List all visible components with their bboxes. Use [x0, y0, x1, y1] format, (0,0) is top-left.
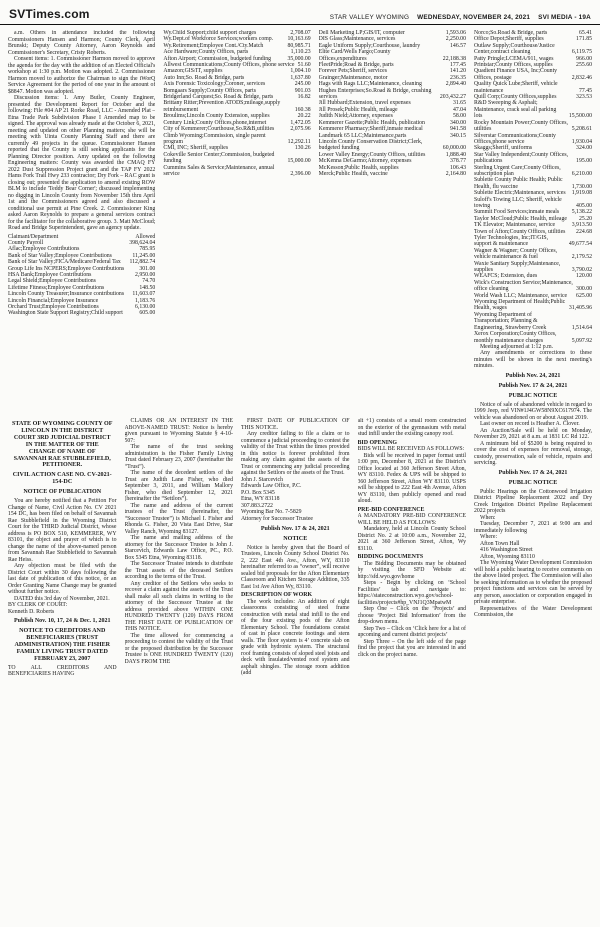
school-paragraph-3: alt +1) consists of a small room constructed on the exterior of the gymnasium with metal stud infill under the existing canopy roof. — [357, 418, 466, 437]
vendor-amount: 160.38 — [294, 106, 311, 113]
claim-amount: 785.95 — [139, 246, 156, 253]
vendor-row — [474, 312, 592, 331]
allowed-column-label: Allowed — [135, 233, 156, 240]
claim-amount: 74.70 — [142, 278, 156, 285]
vendor-amount: 12,292.11 — [287, 138, 311, 145]
namechange-court-heading: STATE OF WYOMING COUNTY OF LINCOLN IN THE DISTRICT COURT 3RD JUDICIAL DISTRICT IN THE MATTER OF THE CHANGE OF NAME OF SAVANNAH RAE STUBBLEFIELD, PETITIONER. — [12, 421, 113, 469]
notice-paragraph: Notice of sale of abandoned vehicle in regard to 1999 Jeep, red VIN#1J4GW58N9XC617974. The vehicle was abandoned on or about August 2019. — [474, 401, 592, 421]
vendor-name: Merck;Public Health, vaccine — [318, 170, 388, 177]
vendor-amount: 47.04 — [452, 106, 466, 113]
vendor-name: Broulims;Lincoln County Extension, supplies — [163, 113, 270, 120]
vendor-row — [474, 43, 592, 56]
vendor-name: Quality Quick Lube;Sheriff, vehicle maintenance — [474, 81, 558, 94]
vendor-name: Lincoln County Conservation District;Clerk, budgeted funding — [318, 138, 423, 152]
vendor-name: Forever Pets;Sheriff, services — [318, 68, 387, 75]
vendor-amount: 65.41 — [578, 30, 592, 36]
vendor-amount: 2,894.40 — [445, 81, 466, 88]
vendor-name: Quadient Finance USA, Inc;County Offices, postage — [474, 68, 558, 81]
vendor-name: Amazon;GIS/IT, supplies — [163, 68, 223, 75]
page-body — [0, 25, 600, 920]
notice-paragraph: Last owner on record is Heather A. Clover. — [480, 421, 580, 428]
claims-list — [8, 240, 155, 317]
vendor-name: Office Depot;Sheriff, supplies — [474, 36, 544, 43]
vendor-amount: 1,110.23 — [290, 49, 311, 56]
prebid-heading: PRE-BID CONFERENCE — [357, 506, 425, 513]
claim-amount: 605.00 — [139, 310, 156, 317]
notice-paragraph: Afton, Wyoming 83110 — [480, 553, 535, 560]
vendor-amount: 5,208.61 — [571, 126, 592, 133]
minutes-paragraph: Consent items: 1. Commissioner Harmon moved to approve the agenda for the day with the addition of an Elected Official's workshop at 1:30 p.m. Motion was adopted. 2. Commissioner Harmon moved to authorize the Chairman to sign the iWorQ Service Agreement for the period of one year in the amount of $8847. Motion was adopted. — [8, 56, 156, 95]
vendor-amount: 77.45 — [578, 87, 592, 94]
vendor-amount: 2,396.00 — [290, 170, 311, 177]
vendor-name: WEAFCS; Extension, dues — [474, 273, 538, 280]
vendor-name: Waxie Sanitary Supply;Maintenance, supplies — [474, 260, 561, 274]
vendor-name: McKesson;Public Health, supplies — [318, 164, 399, 171]
signature-line: Attorney for Successor Trustee — [241, 516, 313, 523]
vendor-amount: 224.68 — [576, 228, 592, 235]
hearing-notice-heading: PUBLIC NOTICE — [508, 479, 558, 486]
notice-paragraph: CLAIMS OR AN INTEREST IN THE ABOVE-NAMED TRUST: Notice is hereby given pursuant to Wyoming Statute § 4-10-507: — [124, 418, 233, 444]
vendor-row — [163, 165, 310, 178]
bidding-documents-heading: BIDDING DOCUMENTS — [357, 554, 424, 561]
vendor-amount: 22,188.38 — [442, 55, 466, 62]
closing-paragraph: Meeting adjourned at 1:12 p.m. — [480, 343, 554, 350]
dateline-location: STAR VALLEY WYOMING — [329, 14, 410, 21]
vendor-name: McKenna DeGarmo;Attorney, expenses — [318, 158, 412, 165]
vendor-name: Wagner & Wagner; County Offices, vehicle maintenance & fuel — [474, 247, 558, 261]
step-one-paragraph: Step One – Click on the ‘Projects’ and choose ‘Project Bid Information’ from the drop-down menu. — [357, 606, 466, 626]
vendor-name: Afton Airport; Commission, budgeted funding — [163, 55, 272, 62]
vendor-amount: 340.00 — [450, 119, 466, 126]
vendor-amount: 10,163.69 — [287, 36, 311, 43]
vendor-row — [474, 177, 592, 190]
school-paragraph-2: The work includes: An addition of eight classrooms consisting of steel frame construction with metal stud infill to the end of the four existing pods of the Afton Elementary School. The foundations consist of cast in place concrete footings and stem walls. The floor system is 4’ concrete slab on grade with hydronic system. The structural roof framing consists of sloped steel joists and deck with insulated/vented roof system and asphalt shingles. The storage room addition (add — [241, 598, 350, 677]
claim-amount: 398,624.04 — [129, 239, 156, 246]
vendor-amount: 2,832.46 — [571, 74, 592, 81]
minutes-paragraph: a.m. Others in attendance included the following Commissioners Hansen and Harmon; County Clerk, April Brunski; Deputy County Attorney, Aaron Reynolds and Commissioner's Secretary, Cristy Roberts. — [8, 30, 156, 56]
vendor-amount: 6,119.75 — [571, 49, 592, 56]
vendor-name: TK Elevator; Maintenance, service — [474, 222, 556, 229]
hearing-notice-body — [474, 489, 592, 619]
steps-paragraph: Steps - Begin by clicking on ‘School Facilities’ tab and navigate to: https://stateconstruction.wyo.gov/school-facilities/projects#hp_VNJ1Q3MpatwM — [357, 580, 466, 606]
notice-paragraph: Where: — [480, 534, 498, 541]
vendor-row — [474, 68, 592, 81]
notice-paragraph: The name and mailing address of the attorney for the Successor Trustee is John J. Starcevich, Edwards Law Office, PC., P.O. Box 5345 Etna, Wyoming 83118. — [124, 535, 233, 561]
vendor-list-2 — [319, 30, 466, 177]
notice-column-1 — [8, 418, 117, 914]
vendor-row — [319, 139, 466, 152]
vendor-name: Elite Card/Wells Fargo;County Offices,expenditures — [318, 49, 391, 62]
claim-name: Group Life Ins NCPERS;Employee Contributions — [8, 265, 125, 272]
notice-paragraph: You are hereby notified that a Petition For Change of Name, Civil Action No. CV 2021 154 DC, has been filed on behalf of Savannah Rae Stubblefield in the Wyoming District Court for the THIRD Judicial District, whose address is PO BOX 510, KEMMERER, WY 83101, the object and prayer of which is to change the name of the above-named person from Savannah Rae Stubblefield to Savannah Rae Heiss. — [8, 498, 117, 563]
claim-name: Bank of Star Valley;Employee Contributions — [8, 252, 112, 259]
vendor-name: Kemmerer Gazette;Public Health, publication — [318, 119, 425, 126]
vendor-amount: 1,472.05 — [290, 119, 311, 126]
vendor-name: Wy.Dept.of Workforce Services;workers comp. — [163, 36, 274, 43]
vendor-name: Wy.Child Support;child support charges — [163, 30, 257, 36]
vendor-name: City of Kemmerer;Courthouse,So.R&B,utilities — [163, 126, 275, 133]
vendor-row — [319, 171, 466, 177]
bidding-documents-paragraph: The Bidding Documents may be obtained by visiting the SFD Website at: http://sfd.wyo.gov/home — [357, 560, 466, 580]
vendor-amount: 1,637.80 — [290, 74, 311, 81]
signature-line: P.O. Box 5345 — [241, 489, 275, 496]
vendor-name: R&D Sweeping & Asphalt; Maintenance, crack seal all parking lots — [474, 100, 557, 120]
vendor-name: Ace Hardware;County Offices, parts — [163, 49, 249, 56]
notice-paragraph: A minimum bid of $5200 is being required to cover the cost of expenses for removal, storage, custody, preservation, sale of vehicle, repairs and servicing. — [474, 440, 592, 467]
claim-name: Legal Shield;Employee Contributions — [8, 278, 96, 285]
vendor-amount: 2,075.96 — [290, 126, 311, 133]
vehicle-publish-line: Publish Nov. 17 & 24, 2021 — [498, 469, 568, 476]
vendor-amount: 3,913.50 — [571, 222, 592, 229]
notice-paragraph: The time allowed for commencing a proceeding to contest the validity of the Trust or the proposed distribution by the Successor Trustee is ONE HUNDRED TWENTY (120) DAYS FROM THE — [124, 632, 233, 665]
vendor-amount: 49,677.54 — [568, 241, 592, 248]
vendor-list-1 — [163, 30, 310, 177]
notice-paragraph: Public Hearings on the Cottonwood Irrigation District Pipeline Replacement 2022 and Dry Creek Irrigation District Pipeline Replacement 2022 projects — [474, 488, 592, 515]
vehicle-notice-body — [474, 402, 592, 467]
vendor-amount: 5,138.22 — [571, 209, 592, 216]
vendor-amount: 901.03 — [294, 87, 311, 94]
vendor-name: Dell Marketing LP;GIS/IT, computer — [318, 30, 405, 36]
vendor-name: Skaggs;Sheriff, uniforms — [474, 145, 533, 152]
vendor-amount: 15,000.00 — [287, 158, 311, 165]
vendor-amount: 177.45 — [450, 62, 466, 69]
step-two-paragraph: Step Two – Click on ‘Click here for a list of upcoming and current district projects’ — [357, 625, 466, 639]
notice-paragraph: FIRST DATE OF PUBLICATION OF THIS NOTICE. — [241, 418, 350, 431]
vendor-name: Allwest Communications;County Offices, phone service — [163, 62, 295, 69]
vendor-name: Cummins Sales & Service;Maintenance, annual service — [163, 164, 275, 177]
vendor-name: Landmark 65 LLC;Maintenance,parts — [318, 132, 407, 139]
vendor-row — [474, 331, 592, 344]
prebid-line: A MANDATORY PRE-BID CONFERENCE WILL BE HELD AS FOLLOWS: — [357, 513, 466, 526]
signature-line: 307.883.2722 — [241, 502, 273, 509]
vendor-amount: 141.20 — [450, 68, 466, 75]
vendor-amount: 1,730.00 — [571, 183, 592, 190]
vendor-amount: 3,790.02 — [571, 267, 592, 274]
page-header — [0, 0, 600, 25]
vendor-name: Climb Wyoming;Commission, single parent program — [163, 132, 266, 145]
claim-name: Lincoln County Treasurer;Insurance contributions — [8, 291, 125, 298]
vendor-row — [474, 248, 592, 261]
claim-name: Lincoln Financial;Employee Insurance — [8, 297, 99, 304]
vendor-amount: 1,930.04 — [571, 138, 592, 145]
minutes-section — [8, 30, 466, 415]
vendor-amount: 2,250.00 — [445, 36, 466, 43]
claim-amount: 11,245.00 — [132, 252, 156, 259]
notice-column-3 — [241, 418, 350, 914]
notice-paragraph: Any objection must be filed with the District Court within 30 days following the last date of publication of this notice, or an Order Granting Name Change may be granted without further notice. — [8, 563, 117, 596]
bid-details-paragraph: Bids will be received in paper format until 1:00 pm, December 8, 2021 at the District's Office located at 360 Jefferson Street Afton, WY 83110. Fedex & UPS will be shipped to 360 Jefferson Street, Afton WY 83110. USPS will be shipped to 222 East 4th Avenue, Afton WY 83110, then publicly opened and read aloud. — [357, 452, 466, 505]
vendor-list-3 — [474, 30, 592, 344]
vendor-row — [163, 152, 310, 165]
vendor-amount: 245.00 — [294, 81, 311, 88]
masthead-title: SVTimes.com — [9, 7, 90, 21]
vendor-amount: 941.58 — [450, 126, 466, 133]
minutes-closing-lines — [474, 344, 592, 370]
namechange-clerk-name: Kenneth D. Roberts — [8, 608, 55, 615]
vendor-name: Taylor McCloud;Public Health, mileage — [474, 215, 567, 222]
vendor-amount: 60,000.00 — [442, 145, 466, 152]
vendor-amount: 16.82 — [297, 94, 311, 101]
namechange-clerk-label: BY CLERK OF COURT: — [8, 602, 68, 609]
vendor-amount: 51.60 — [297, 62, 311, 69]
vendor-amount: 20.22 — [297, 113, 311, 120]
vendor-name: CMI, INC; Sheriff, supplies — [163, 145, 229, 152]
vendor-name: Tyler Technologies, Inc;IT/GIS, support & maintenance — [474, 235, 549, 248]
vendor-name: Sublette Electric;Maintenance, services — [474, 190, 566, 197]
claim-amount: 148.50 — [139, 284, 156, 291]
vendor-amount: 35,000.00 — [287, 55, 311, 62]
claim-amount: 2,950.00 — [135, 271, 156, 278]
vendor-name: Bridgerland Carquest;So. Road & Bridge, parts — [163, 94, 274, 101]
vendor-name: Wick's Construction Service;Maintenance, office cleaning — [474, 279, 573, 293]
vendor-row — [474, 152, 592, 165]
vendor-row — [474, 81, 592, 94]
vendor-amount: 171.85 — [576, 36, 592, 43]
vendor-name: Outlaw Supply;Courthouse/Justice Center,contract cleaning — [474, 42, 555, 56]
dateline-date: WEDNESDAY, NOVEMBER 24, 2021 — [417, 14, 531, 21]
namechange-case-number: CIVIL ACTION CASE NO. CV-2021-154-DC — [12, 472, 112, 486]
vendor-amount: 236.35 — [450, 74, 466, 81]
claim-amount: 11,603.07 — [132, 291, 156, 298]
vendor-amount: 966.00 — [576, 55, 592, 62]
vendor-name: Summit Food Services;inmate meals — [474, 209, 560, 216]
vendor-name: Jill Hubbard;Extension, travel expenses — [318, 100, 411, 107]
bids-received-line: BIDS WILL BE RECEIVED AS FOLLOWS: — [357, 446, 465, 453]
vendor-name: FleetPride;Road & Bridge, parts — [318, 62, 394, 69]
claim-name: Bank of Star Valley;FICA/Medicare/Federal Tax — [8, 259, 121, 266]
vendor-amount: 195.00 — [576, 158, 592, 165]
vendor-amount: 106.43 — [450, 164, 466, 171]
prebid-details: Mandatory, held at Lincoln County School District No. 2 at 10:00 a.m., November 22, 2021 at 360 Jefferson Street, Afton, Wy 83110. — [357, 526, 466, 552]
vendor-amount: 323.53 — [576, 94, 592, 101]
vendor-name: Auto Inn;So. Road & Bridge, parts — [163, 74, 245, 81]
vendor-amount: 2,179.52 — [571, 254, 592, 261]
claims-column-label: Claimant/Department — [8, 233, 59, 240]
school-description-heading: DESCRIPTION OF WORK — [241, 592, 313, 599]
vendor-name: Lower Valley Energy;County Offices, utilities — [318, 151, 426, 158]
vehicle-notice-heading: PUBLIC NOTICE — [508, 392, 558, 399]
vendor-amount: 2,164.80 — [445, 170, 466, 177]
vendor-amount: 340.15 — [450, 132, 466, 139]
vendor-name: Suloff's Towing LLC; Sheriff, vehicle towing — [474, 196, 562, 209]
vendor-amount: 80,985.71 — [287, 42, 311, 49]
vendor-name: Jill Prosek;Public Health, mileage — [318, 106, 398, 113]
vendor-name: Printstar;County Offices, supplies — [474, 62, 553, 69]
notice-paragraph: Tuesday, December 7, 2021 at 9:00 am and immediately following — [474, 521, 592, 534]
rail-publish-line: Publish Nov. 17 & 24, 2021 — [498, 382, 568, 389]
vendor-amount: 324.00 — [576, 145, 592, 152]
claim-name: Lifetime Fitness;Employee Contributions — [8, 284, 105, 291]
step-three-paragraph: Step Three – On the left side of the page find the project that you are interested in and click on the project name. — [357, 638, 466, 658]
vendor-row — [474, 165, 592, 178]
vendor-amount: 2,708.07 — [290, 30, 311, 36]
vendor-name: Sublette County Public Health; Public Health, flu vaccine — [474, 177, 563, 190]
vendor-amount: 58.00 — [452, 113, 466, 120]
notice-paragraph: The Wyoming Water Development Commission will hold a public hearing to receive comments on the above listed project. The Commission will also be seeking information as to whether the proposed project functions and services can be served by any person, association or corporation engaged in private enterprise. — [474, 560, 592, 606]
claim-name: Orchard Trust;Employee Contributions — [8, 303, 99, 310]
vendor-amount: 31.65 — [452, 100, 466, 107]
namechange-publish-line: Publish Nov. 10, 17, 24 & Dec. 1, 2021 — [13, 618, 111, 625]
notice-paragraph: Representatives of the Water Development Commission, the — [474, 605, 592, 619]
vendor-amount: 405.00 — [576, 202, 592, 209]
vendor-amount: 300.00 — [576, 286, 592, 293]
notice-paragraph: The name of the trust seeking administration is the Fisher Family Living Trust dated February 23, 2007 (hereinafter the “Trust”). — [124, 444, 233, 470]
vendor-row — [474, 280, 592, 293]
vendor-amount: 1,593.06 — [445, 30, 466, 36]
signature-line: John J. Starcevich — [241, 476, 284, 483]
vendor-amount: 15,500.00 — [568, 113, 592, 120]
vendor-name: Star Valley Independent;County Offices, publications — [474, 151, 569, 165]
dateline-page-number: SVI MEDIA - 19A — [538, 14, 591, 21]
vendor-name: Rocky Mountain Power;County Offices, utilities — [474, 119, 568, 133]
vendor-row — [474, 197, 592, 210]
notice-paragraph: The name and address of the current trustees of the Trust (hereinafter, the “Successor Trustee”) is Michael I. Fisher and Rhonda G. Fisher, 20 Vista East Drive, Star Valley Ranch, Wyoming 83127. — [124, 502, 233, 535]
claim-amount: 6,130.00 — [135, 303, 156, 310]
vendor-name: Eagle Uniform Supply;Courthouse, laundry — [318, 42, 421, 49]
vendor-row — [163, 100, 310, 113]
claim-amount: 301.00 — [139, 265, 156, 272]
trust-notice-heading: NOTICE TO CREDITORS AND BENEFICIARIES (TRUST ADMINISTRATION) THE FISHER FAMILY LIVING TRUST DATED FEBRUARY 23, 2007 — [14, 628, 111, 662]
vendor-name: Wyoming Department of Health;Public Health, wages — [474, 299, 566, 312]
right-rail-column — [474, 30, 592, 914]
trust-continuation — [241, 418, 350, 477]
vendor-name: Quill Corp;County Offices,supplies — [474, 94, 557, 101]
vendor-name: Bomgaars Supply;County Offices, parts — [163, 87, 256, 94]
notice-paragraph: The name of the decedent settlors of the Trust are Judith Lane Fisher, who died September 3, 2011, and William Mallory Fisher, who died September 12, 2021 (hereinafter the “Settlors”). — [124, 470, 233, 502]
vendor-amount: 5,097.92 — [571, 337, 592, 344]
namechange-body — [8, 498, 117, 602]
minutes-publish-line: Publish Nov. 24, 2021 — [505, 372, 561, 379]
dateline — [330, 14, 591, 21]
vendor-amount: 146.57 — [450, 42, 466, 49]
vendor-row — [319, 88, 466, 101]
vendor-name: Wy.Retirement;Employee Cont./Cty.Match — [163, 42, 264, 49]
namechange-title: NOTICE OF PUBLICATION — [23, 489, 102, 496]
vendor-name: Hags with Rags LLC;Maintenance, cleaning — [318, 81, 422, 88]
vendor-name: DIS Glass;Maintenance, services — [318, 36, 396, 43]
vendor-row — [474, 120, 592, 133]
vendor-row — [474, 261, 592, 274]
vendor-name: Axis Forensic Toxicology;Coroner, services — [163, 81, 266, 88]
vendor-amount: 203,432.27 — [439, 94, 466, 101]
vendor-name: Hughes Enterprises;So.Road & Bridge, crushing services — [318, 87, 432, 101]
notice-paragraph: An Auction/Sale will be held on Monday, November 29, 2021 at 8 a.m. at 1831 LC Rd 122. — [474, 427, 592, 441]
vendor-row — [319, 49, 466, 62]
vendor-column-1 — [163, 30, 310, 415]
trust-intro: TO ALL CREDITORS AND BENEFICIARIES HAVING — [8, 664, 117, 678]
notice-paragraph: Any creditor failing to file a claim or to commence a judicial proceeding to contest the validity of the Trust within the times provided in this notice is forever prohibited from making any claim against the assets of the Trust or commencing any judicial proceeding against the Settlors or the assets of the Trust. — [241, 431, 350, 476]
vendor-name: World Wash LLC; Maintenance, service — [474, 292, 568, 299]
vendor-name: Xerox Corporation;County Offices, monthly maintenance charges — [474, 331, 557, 344]
vendor-name: Grainger;Maintenance, motor — [318, 74, 388, 81]
claim-name: Aflac;Employee Contributions — [8, 246, 80, 253]
signature-line: Wyoming Bar No. 7-5829 — [241, 509, 302, 516]
closing-paragraph: Any amendments or corrections to these minutes will be shown in the next meeting's minutes. — [474, 350, 592, 370]
notice-paragraph: DATED this 3rd day of November, 2021. — [14, 595, 110, 602]
vendor-amount: 130.26 — [294, 145, 311, 152]
claim-name: Washington State Support Registry;Child support — [8, 310, 123, 317]
notice-column-4 — [358, 418, 467, 914]
school-paragraph-1: Notice is hereby given that the Board of Trustees, Lincoln County School District No. 2, 222 East 4th Ave., Afton, WY, 83110 hereinafter referred to as “owner”, will receive sealed bid proposals for the Afton Elementary Classroom and Kitchen Storage Addition, 335 East 1st Ave Afton Wy, 83110. — [241, 544, 350, 590]
signature-line: Edwards Law Office, P.C. — [241, 483, 302, 490]
minutes-narrative-column — [8, 30, 155, 415]
claim-amount: 112,882.74 — [129, 259, 156, 266]
main-columns — [8, 30, 466, 914]
vendor-row — [474, 100, 592, 119]
vendor-name: Silverstar Communications;County Offices,phone service — [474, 132, 556, 145]
notice-paragraph: Any creditor of the Settlors who seeks to recover a claim against the assets of the Trust shall make all such claims in writing to the attorney of the Successor Trustee at the address provided above WITHIN ONE HUNDRED TWENTY (120) DAYS FROM THE FIRST DATE OF PUBLICATION OF THIS NOTICE. — [124, 580, 233, 632]
notice-paragraph: When: — [480, 514, 496, 521]
claim-name: County Payroll — [8, 239, 44, 246]
claim-amount: 1,183.76 — [135, 297, 156, 304]
vendor-amount: 1,514.64 — [571, 324, 592, 331]
claim-name: HSA Bank;Employee Contributions — [8, 271, 92, 278]
minutes-paragraph-list — [8, 30, 155, 232]
claim-row — [8, 310, 155, 316]
vendor-amount: 6,210.00 — [571, 170, 592, 177]
vendor-amount: 25.20 — [578, 215, 592, 222]
vendor-amount: 1,888.40 — [445, 151, 466, 158]
signature-line: Etna, WY 83118 — [241, 496, 280, 503]
vendor-name: Patty Pringle;LCEMA/911, wages — [474, 55, 554, 62]
vendor-name: Brittany Ritter;Prevention ATODS;mileage,supply reimbursement — [163, 100, 281, 113]
legal-notices-section — [8, 418, 466, 914]
vendor-row — [474, 133, 592, 146]
vendor-column-2 — [319, 30, 466, 415]
vendor-amount: 31,405.96 — [568, 305, 592, 312]
notice-paragraph: 416 Washington Street — [480, 547, 533, 554]
notice-paragraph: Afton Town Hall — [480, 540, 520, 547]
vendor-name: Judith Nield;Attorney, expenses — [318, 113, 393, 120]
trust-body — [125, 418, 234, 665]
vendor-name: Cokeville Senior Center;Commission, budgeted funding — [163, 151, 275, 165]
vendor-amount: 1,004.10 — [290, 68, 311, 75]
vendor-row — [163, 133, 310, 146]
trust-signature-block — [241, 477, 350, 523]
notice-paragraph: The Successor Trustee intends to distribute the Trust assets of the deceased Settlors according to the terms of the Trust. — [124, 561, 233, 580]
vendor-amount: 255.60 — [576, 62, 592, 69]
vendor-amount: 120.00 — [576, 273, 592, 280]
vendor-name: Wyoming Department of Transportation; Planning & Engineering, Strawberry Creek — [474, 311, 547, 331]
school-notice-heading: NOTICE — [283, 535, 308, 542]
vendor-name: Town of Afton;County Offices, utilities — [474, 228, 566, 235]
vendor-name: Century Link;County Offices,phone,internet — [163, 119, 267, 126]
minutes-paragraph: Discussion items: 1. Amy Butler, County Engineer, presented the Development Report for October and the following: File #04 AP 21 Rorke Road, LLC - Amended Plat – Etna Trade Park Subdivision Phase I Amended map to be signed. The approval was already made at the October 6, 2021, meeting and updated on other Planning matters; she will be meeting with Uinta County Planning Staff and there are currently 49 projects in the queue. Commissioner Hansen reported that the County is still seeking applicants for the Planning Director position. Amy updated on the following Engineering matters: County was awarded the CMAQ FY 2022 Dust Suppression Project grant and the TAP FY 2022 Hams Fork Trail Hwy 233 contractor; Dry Fork – RAC grant is closing out; presented the application to amend existing ROW BLM to include 'Teddy Bear Corner'; discussed implementing no digging in Lincoln County from November 15th thru April 1st and the Commissioners agreed and also discussed a conditional use permit at Pine Creek. 2. Commissioner King asked Aaron Reynolds to prepare a general services contract for the facilitator for the collaborative group. 3. Matt McCloud; Road and Bridge Superintendent, gave an agency update. — [8, 95, 156, 231]
vendor-amount: 378.77 — [450, 158, 466, 165]
vendor-row — [474, 235, 592, 248]
vendor-amount: 1,919.08 — [571, 190, 592, 197]
vendor-name: Sterling Urgent Care;County Offices, subscription plan — [474, 164, 561, 177]
vendor-amount: 625.00 — [576, 292, 592, 299]
vendor-name: Norco;So.Road & Bridge, parts — [474, 30, 548, 36]
notice-column-2 — [125, 418, 234, 914]
trust-publish-line: Publish Nov. 17 & 24, 2021 — [260, 525, 330, 532]
vendor-row — [474, 299, 592, 312]
bid-opening-heading: BID OPENING — [357, 439, 397, 446]
vendor-name: Kemmerer Pharmacy;Sheriff,inmate medical — [318, 126, 423, 133]
